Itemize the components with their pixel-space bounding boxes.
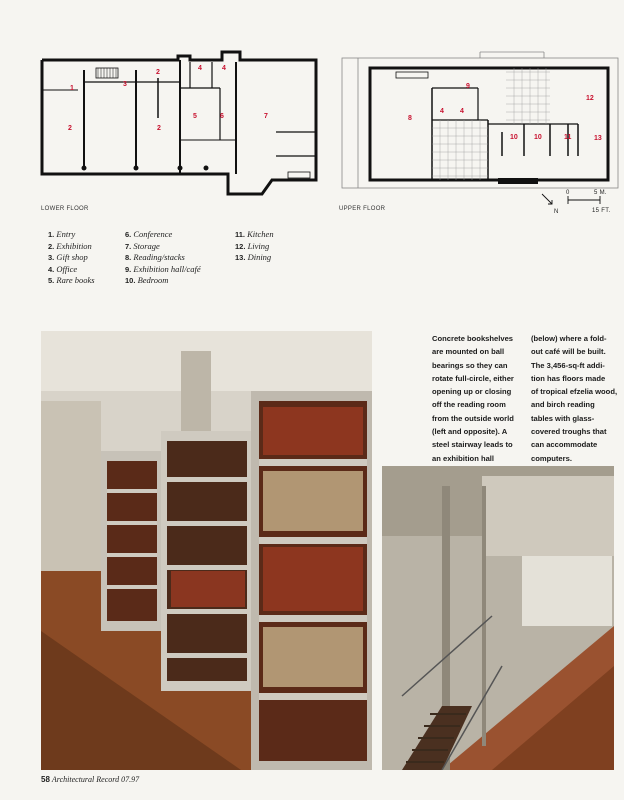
room-number: 2: [156, 69, 160, 76]
room-number: 10: [534, 134, 542, 141]
legend-column-3: [235, 229, 274, 264]
room-number: 1: [70, 85, 74, 92]
room-number: 10: [510, 134, 518, 141]
legend-column-1: [48, 229, 95, 287]
room-number: 4: [222, 65, 226, 72]
exhibition-hall-photo: [382, 466, 614, 770]
legend-item: 11. Kitchen: [235, 229, 274, 239]
north-label: N: [554, 209, 559, 215]
legend-item: 3. Gift shop: [48, 252, 88, 263]
room-number: 12: [586, 95, 594, 102]
room-number: 8: [408, 115, 412, 122]
room-number: 2: [157, 125, 161, 132]
legend-item: 9. Exhibition hall/café: [125, 263, 201, 274]
room-number: 7: [264, 113, 268, 120]
legend-item: 7. Storage: [125, 240, 160, 251]
legend-item: 6. Conference: [125, 229, 173, 239]
scale-zero: 0: [566, 190, 570, 196]
bookshelves-photo-illustration: [41, 331, 372, 770]
upper-floor-label: UPPER FLOOR: [339, 206, 386, 212]
upper-floor-plan: [338, 48, 620, 218]
room-number: 4: [198, 65, 202, 72]
room-number: 11: [564, 134, 572, 141]
page-footer: [41, 775, 139, 784]
legend-item: 10. Bedroom: [125, 275, 169, 286]
room-number: 4: [460, 108, 464, 115]
legend-item: 12. Living: [235, 240, 270, 251]
exhibition-hall-photo-illustration: [382, 466, 614, 770]
caption-column-1: Concrete bookshelves are mounted on ball bearings so they can rotate full-circle, either opening up or closing off the reading room from the outside world (left and opposite). A steel stairway leads to an exhibition hall: [432, 334, 514, 463]
room-number: 6: [220, 113, 224, 120]
room-number: 2: [68, 125, 72, 132]
legend-item: 2. Exhibition: [48, 240, 92, 251]
lower-floor-label: LOWER FLOOR: [41, 206, 89, 212]
bookshelves-photo: [41, 331, 372, 770]
room-number: 3: [123, 81, 127, 88]
room-number: 13: [594, 135, 602, 142]
room-number: 5: [193, 113, 197, 120]
lower-floor-plan: [40, 48, 330, 198]
lower-floor-plan-drawing: [40, 48, 330, 198]
room-number: 9: [466, 83, 470, 90]
legend-item: 13. Dining: [235, 252, 272, 263]
legend-item: 5. Rare books: [48, 275, 95, 286]
legend-item: 4. Office: [48, 263, 78, 274]
scale-feet: 15 FT.: [592, 208, 611, 214]
room-number: 4: [440, 108, 444, 115]
page-number: 58: [41, 775, 50, 784]
upper-floor-plan-drawing: [338, 48, 620, 218]
caption-column-2: (below) where a fold- out café will be built. The 3,456-sq-ft addi- tion has floors made of tropical efzelia wood, and birch reading tables with glass- covered troughs that can accommodate computers.: [531, 334, 618, 463]
magazine-issue: Architectural Record 07.97: [51, 775, 140, 784]
legend-item: 8. Reading/stacks: [125, 252, 185, 263]
legend-column-2: [125, 229, 201, 287]
legend-item: 1. Entry: [48, 229, 76, 239]
scale-meters: 5 M.: [594, 190, 607, 196]
